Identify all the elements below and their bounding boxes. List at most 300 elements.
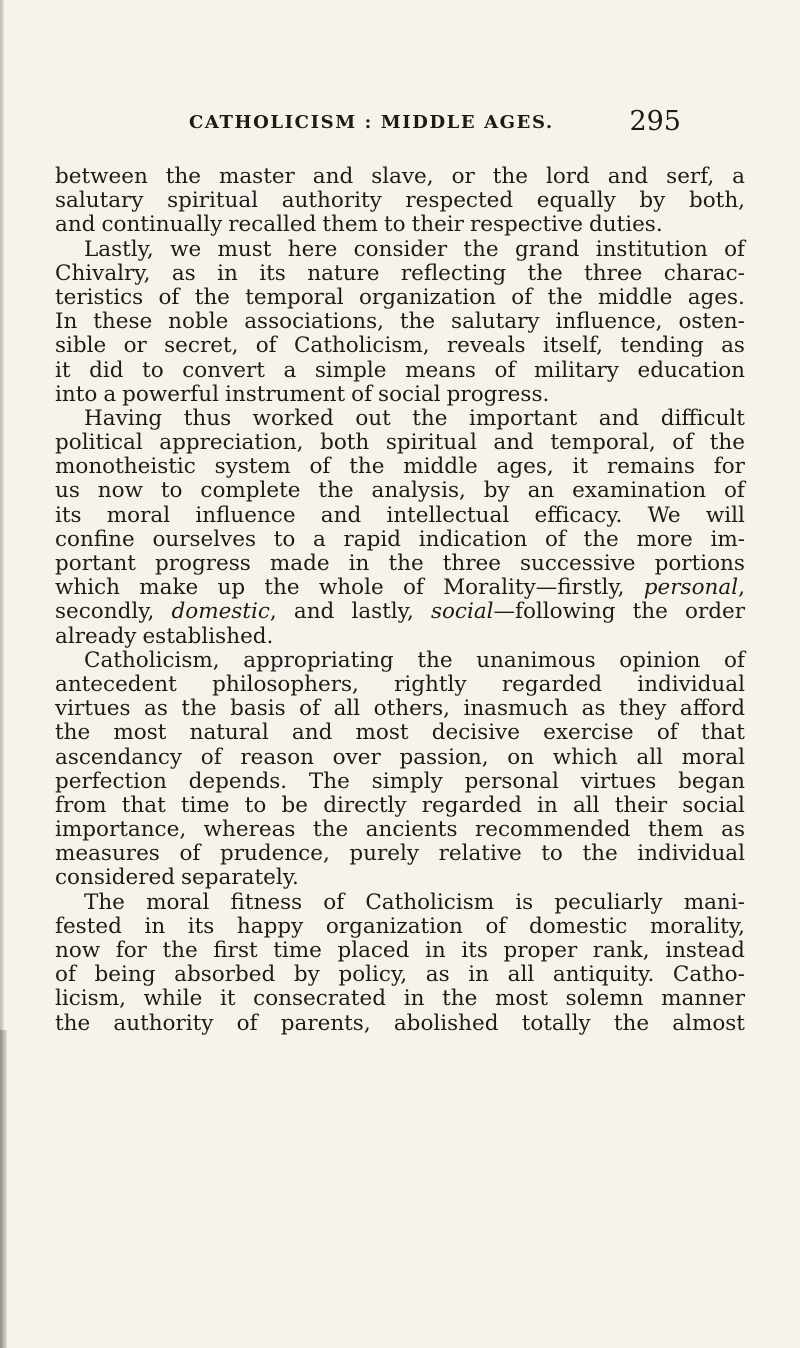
word: domestic	[528, 913, 628, 939]
word: it	[219, 986, 236, 1012]
word: it	[572, 454, 589, 480]
word: appropriating	[243, 647, 394, 673]
word: portions	[654, 551, 745, 576]
word: means	[405, 357, 476, 383]
word: secret,	[164, 333, 239, 359]
text-line	[55, 504, 745, 528]
word: in	[425, 938, 446, 963]
word: licism,	[55, 986, 126, 1012]
word: charac-	[663, 260, 745, 286]
word: associations,	[244, 309, 384, 335]
text-line	[55, 770, 745, 794]
word: education	[637, 357, 745, 383]
word: that	[121, 792, 166, 818]
word: on	[507, 744, 535, 770]
word: of	[179, 841, 201, 867]
word: military	[534, 357, 619, 383]
word: the	[492, 164, 528, 189]
text-line	[55, 673, 745, 697]
word: antecedent	[55, 671, 177, 697]
text-line	[55, 697, 745, 721]
word: over	[332, 744, 381, 770]
word: the	[165, 164, 201, 189]
word: social	[682, 792, 745, 818]
word: important	[469, 405, 578, 431]
word: the	[55, 720, 91, 746]
word: of	[672, 430, 694, 456]
word: influence,	[555, 309, 663, 335]
word: of	[723, 478, 745, 504]
body-text	[55, 165, 745, 1036]
word: they	[619, 696, 667, 722]
word: the	[55, 1010, 91, 1036]
text-line	[55, 963, 745, 987]
word: of	[724, 236, 745, 262]
text-line	[55, 528, 745, 552]
word: a	[732, 164, 745, 189]
text-line	[55, 600, 745, 624]
word: us	[55, 478, 80, 504]
word: most	[355, 720, 409, 746]
word: most	[113, 720, 167, 746]
word: began	[678, 768, 745, 794]
word: respected	[405, 188, 514, 214]
word: the	[582, 841, 618, 867]
word: we	[170, 236, 202, 262]
word: made	[269, 551, 330, 576]
word: of	[544, 526, 566, 552]
word: both	[320, 430, 370, 456]
word: convert	[182, 357, 265, 383]
word: make	[139, 575, 199, 601]
word: policy,	[338, 962, 408, 988]
word: prudence,	[219, 841, 330, 867]
word: order	[685, 599, 745, 625]
word: as	[425, 962, 450, 988]
word: examination	[572, 478, 707, 504]
word: confine	[55, 526, 135, 552]
text-line	[55, 915, 745, 939]
word: the	[162, 938, 198, 963]
word: others,	[373, 696, 450, 722]
word: the	[264, 575, 300, 601]
word: to	[160, 478, 183, 504]
word: the	[388, 551, 424, 576]
word: is	[515, 889, 534, 915]
word: which	[55, 575, 121, 601]
word: Catholicism,	[293, 333, 430, 359]
word: while	[143, 986, 203, 1012]
word: temporal,	[550, 430, 656, 456]
text-line	[55, 286, 745, 310]
word: worked	[252, 405, 334, 431]
text-line	[55, 552, 745, 576]
word: as	[171, 260, 196, 286]
word: mani-	[683, 889, 745, 915]
word: of	[351, 381, 373, 407]
text-line	[55, 987, 745, 1011]
word: moral	[146, 889, 210, 915]
word: middle	[598, 284, 673, 310]
word: middle	[403, 454, 478, 480]
word: here	[287, 236, 338, 262]
word: instead	[665, 938, 745, 963]
word: antiquity.	[552, 962, 655, 988]
word: salutary	[451, 309, 540, 335]
word: instrument	[224, 381, 346, 407]
word: of	[511, 284, 533, 310]
word: efficacy.	[534, 502, 623, 528]
text-line	[55, 939, 745, 963]
word: its	[55, 502, 82, 528]
word: personal,	[643, 575, 745, 601]
word: time	[180, 792, 230, 818]
word: consecrated	[253, 986, 387, 1012]
word: slave,	[371, 164, 434, 189]
word: respective	[469, 212, 583, 238]
word: or	[451, 164, 475, 189]
word: Catho-	[672, 962, 745, 988]
text-line	[55, 891, 745, 915]
text-line	[55, 213, 745, 237]
word: importance,	[55, 817, 187, 843]
word: Morality—firstly,	[443, 575, 625, 601]
word: the	[613, 1010, 650, 1036]
word: institution	[595, 236, 708, 262]
word: lord	[545, 164, 590, 189]
word: it	[55, 357, 71, 383]
word: indication	[418, 526, 528, 552]
word: the	[463, 236, 499, 262]
word: as	[144, 696, 168, 722]
word: for	[713, 454, 745, 480]
word: moral	[106, 502, 171, 528]
word: rank,	[592, 938, 650, 963]
word: to	[273, 526, 296, 552]
text-line	[55, 407, 745, 431]
word: most	[494, 986, 548, 1012]
word: and	[493, 430, 534, 456]
word: nature	[307, 260, 380, 286]
word: appreciation,	[159, 430, 304, 456]
word: totally	[521, 1010, 591, 1036]
word: purely	[349, 841, 420, 867]
word: Chivalry,	[55, 260, 151, 286]
word: duties.	[588, 212, 663, 238]
word: into	[55, 381, 98, 407]
word: social—following	[430, 599, 616, 625]
word: the	[417, 647, 453, 673]
word: authority	[113, 1010, 214, 1036]
text-line	[55, 479, 745, 503]
word: of	[299, 696, 321, 722]
word: out	[355, 405, 391, 431]
word: to	[244, 792, 267, 818]
word: them	[322, 212, 378, 238]
word: intellectual	[386, 502, 510, 528]
word: the	[547, 284, 583, 310]
word: philosophers,	[212, 671, 359, 697]
word: and	[320, 502, 362, 528]
text-line	[55, 189, 745, 213]
word: or	[123, 333, 147, 359]
word: must	[217, 236, 272, 262]
word: of	[309, 454, 331, 480]
word: happy	[236, 913, 304, 939]
word: portant	[55, 551, 136, 576]
word: of	[485, 913, 507, 939]
word: im-	[710, 526, 745, 552]
word: noble	[168, 309, 229, 335]
word: regarded	[501, 671, 602, 697]
word: as	[721, 817, 745, 843]
text-line	[55, 334, 745, 358]
word: a	[283, 357, 297, 383]
word: the	[181, 696, 217, 722]
word: three	[584, 260, 643, 286]
word: simply	[371, 768, 443, 794]
word: all	[572, 792, 600, 818]
word: grand	[514, 236, 580, 262]
word: their	[614, 792, 668, 818]
word: spiritual	[167, 188, 259, 214]
word: the	[349, 454, 385, 480]
word: organization	[358, 284, 496, 310]
word: to	[541, 841, 563, 867]
word: all	[333, 696, 361, 722]
word: these	[93, 309, 153, 335]
word: temporal	[245, 284, 344, 310]
word: up	[217, 575, 246, 601]
word: all	[507, 962, 535, 988]
word: influence	[195, 502, 296, 528]
word: be	[281, 792, 309, 818]
word: of	[236, 1010, 258, 1036]
word: inasmuch	[463, 696, 569, 722]
word: directly	[323, 792, 407, 818]
word: of	[158, 284, 180, 310]
word: afford	[679, 696, 745, 722]
word: rightly	[394, 671, 467, 697]
word: ages.	[687, 284, 745, 310]
word: personal	[464, 768, 559, 794]
text-line	[55, 746, 745, 770]
word: organization	[325, 913, 463, 939]
word: recommended	[474, 817, 631, 843]
word: placed	[337, 938, 410, 963]
word: We	[647, 502, 681, 528]
word: salutary	[55, 188, 144, 214]
word: spiritual	[385, 430, 477, 456]
word: more	[636, 526, 693, 552]
word: as	[581, 696, 606, 722]
text-line	[55, 842, 745, 866]
word: will	[705, 502, 745, 528]
word: of	[494, 357, 516, 383]
word: of	[255, 333, 277, 359]
word: authority	[281, 188, 382, 214]
word: and	[55, 212, 96, 238]
word: equally	[536, 188, 616, 214]
word: virtues	[55, 696, 131, 722]
word: sible	[55, 333, 107, 359]
word: individual	[637, 671, 745, 697]
word: all	[636, 744, 663, 770]
word: Having	[84, 405, 163, 431]
word: and	[607, 164, 649, 189]
word: monotheistic	[55, 454, 196, 480]
word: the	[442, 986, 478, 1012]
running-head-title: CATHOLICISM : MIDDLE AGES.	[189, 112, 554, 133]
word: already	[55, 623, 137, 649]
word: and	[293, 599, 335, 625]
word: to	[142, 357, 164, 383]
word: measures	[55, 841, 160, 867]
word: Catholicism,	[84, 647, 220, 673]
text-line	[55, 262, 745, 286]
word: unanimous	[476, 647, 596, 673]
word: to	[383, 212, 406, 238]
word: the	[709, 430, 745, 456]
word: morality,	[649, 913, 745, 939]
word: consider	[353, 236, 448, 262]
word: an	[527, 478, 555, 504]
text-line	[55, 383, 745, 407]
word: reflecting	[400, 260, 507, 286]
text-line	[55, 576, 745, 600]
word: first	[213, 938, 258, 963]
word: and	[312, 164, 354, 189]
word: of	[55, 962, 76, 988]
word: by	[639, 188, 666, 214]
word: analysis,	[371, 478, 466, 504]
word: moral	[681, 744, 745, 770]
word: in	[537, 792, 558, 818]
word: the	[632, 599, 668, 625]
word: its	[259, 260, 286, 286]
word: continually	[101, 212, 223, 238]
word: The	[308, 768, 350, 794]
word: that	[700, 720, 745, 746]
text-line	[55, 431, 745, 455]
word: for	[115, 938, 147, 963]
word: the	[318, 478, 354, 504]
text-line	[55, 310, 745, 334]
word: abolished	[393, 1010, 499, 1036]
word: depends.	[188, 768, 288, 794]
word: a	[313, 526, 326, 552]
word: perfection	[55, 768, 167, 794]
word: solemn	[565, 986, 644, 1012]
word: the	[399, 309, 436, 335]
word: exercise	[543, 720, 634, 746]
text-line	[55, 165, 745, 189]
word: between	[55, 164, 148, 189]
word: did	[89, 357, 124, 383]
word: the	[527, 260, 563, 286]
word: whole	[318, 575, 384, 601]
word: a	[103, 381, 117, 407]
text-line	[55, 794, 745, 818]
word: difficult	[660, 405, 745, 431]
word: peculiarly	[554, 889, 663, 915]
word: thus	[183, 405, 232, 431]
word: social	[378, 381, 441, 407]
word: ourselves	[152, 526, 257, 552]
word: of	[323, 889, 345, 915]
word: three	[442, 551, 501, 576]
word: master	[218, 164, 295, 189]
running-head	[55, 104, 745, 137]
word: reason	[240, 744, 314, 770]
word: of	[656, 720, 678, 746]
word: serf,	[666, 164, 715, 189]
word: progress.	[446, 381, 550, 407]
text-line	[55, 359, 745, 383]
text-line	[55, 649, 745, 673]
word: their	[411, 212, 464, 238]
word: reveals	[446, 333, 526, 359]
word: individual	[637, 841, 745, 867]
word: from	[55, 792, 107, 818]
word: ages,	[496, 454, 554, 480]
word: successive	[520, 551, 636, 576]
word: considered	[55, 865, 175, 891]
word: the	[583, 526, 619, 552]
word: In	[55, 309, 78, 335]
word: domestic,	[171, 599, 277, 625]
word: by	[483, 478, 510, 504]
word: tending	[620, 333, 704, 359]
word: of	[724, 647, 745, 673]
word: manner	[661, 986, 745, 1012]
word: parents,	[280, 1010, 371, 1036]
word: its	[461, 938, 488, 963]
word: in	[468, 962, 489, 988]
text-line	[55, 818, 745, 842]
word: Catholicism	[365, 889, 495, 915]
word: almost	[672, 1010, 745, 1036]
word: political	[55, 430, 143, 456]
word: whereas	[203, 817, 296, 843]
word: in	[144, 913, 166, 939]
word: its	[187, 913, 215, 939]
text-line	[55, 1012, 745, 1036]
word: in	[217, 260, 238, 286]
word: remains	[606, 454, 695, 480]
page-binding-shadow	[0, 1030, 7, 1348]
word: regarded	[421, 792, 522, 818]
word: recalled	[228, 212, 317, 238]
word: separately.	[181, 865, 299, 891]
text-line	[55, 238, 745, 262]
text-line	[55, 866, 745, 890]
word: and	[598, 405, 640, 431]
word: now	[55, 938, 101, 963]
word: relative	[438, 841, 522, 867]
word: itself,	[542, 333, 603, 359]
text-line	[55, 625, 745, 649]
word: and	[291, 720, 333, 746]
word: The	[84, 889, 125, 915]
word: fitness	[230, 889, 303, 915]
word: rapid	[343, 526, 402, 552]
word: time	[273, 938, 322, 963]
word: of	[402, 575, 424, 601]
word: by	[293, 962, 320, 988]
word: being	[94, 962, 156, 988]
word: them	[648, 817, 704, 843]
